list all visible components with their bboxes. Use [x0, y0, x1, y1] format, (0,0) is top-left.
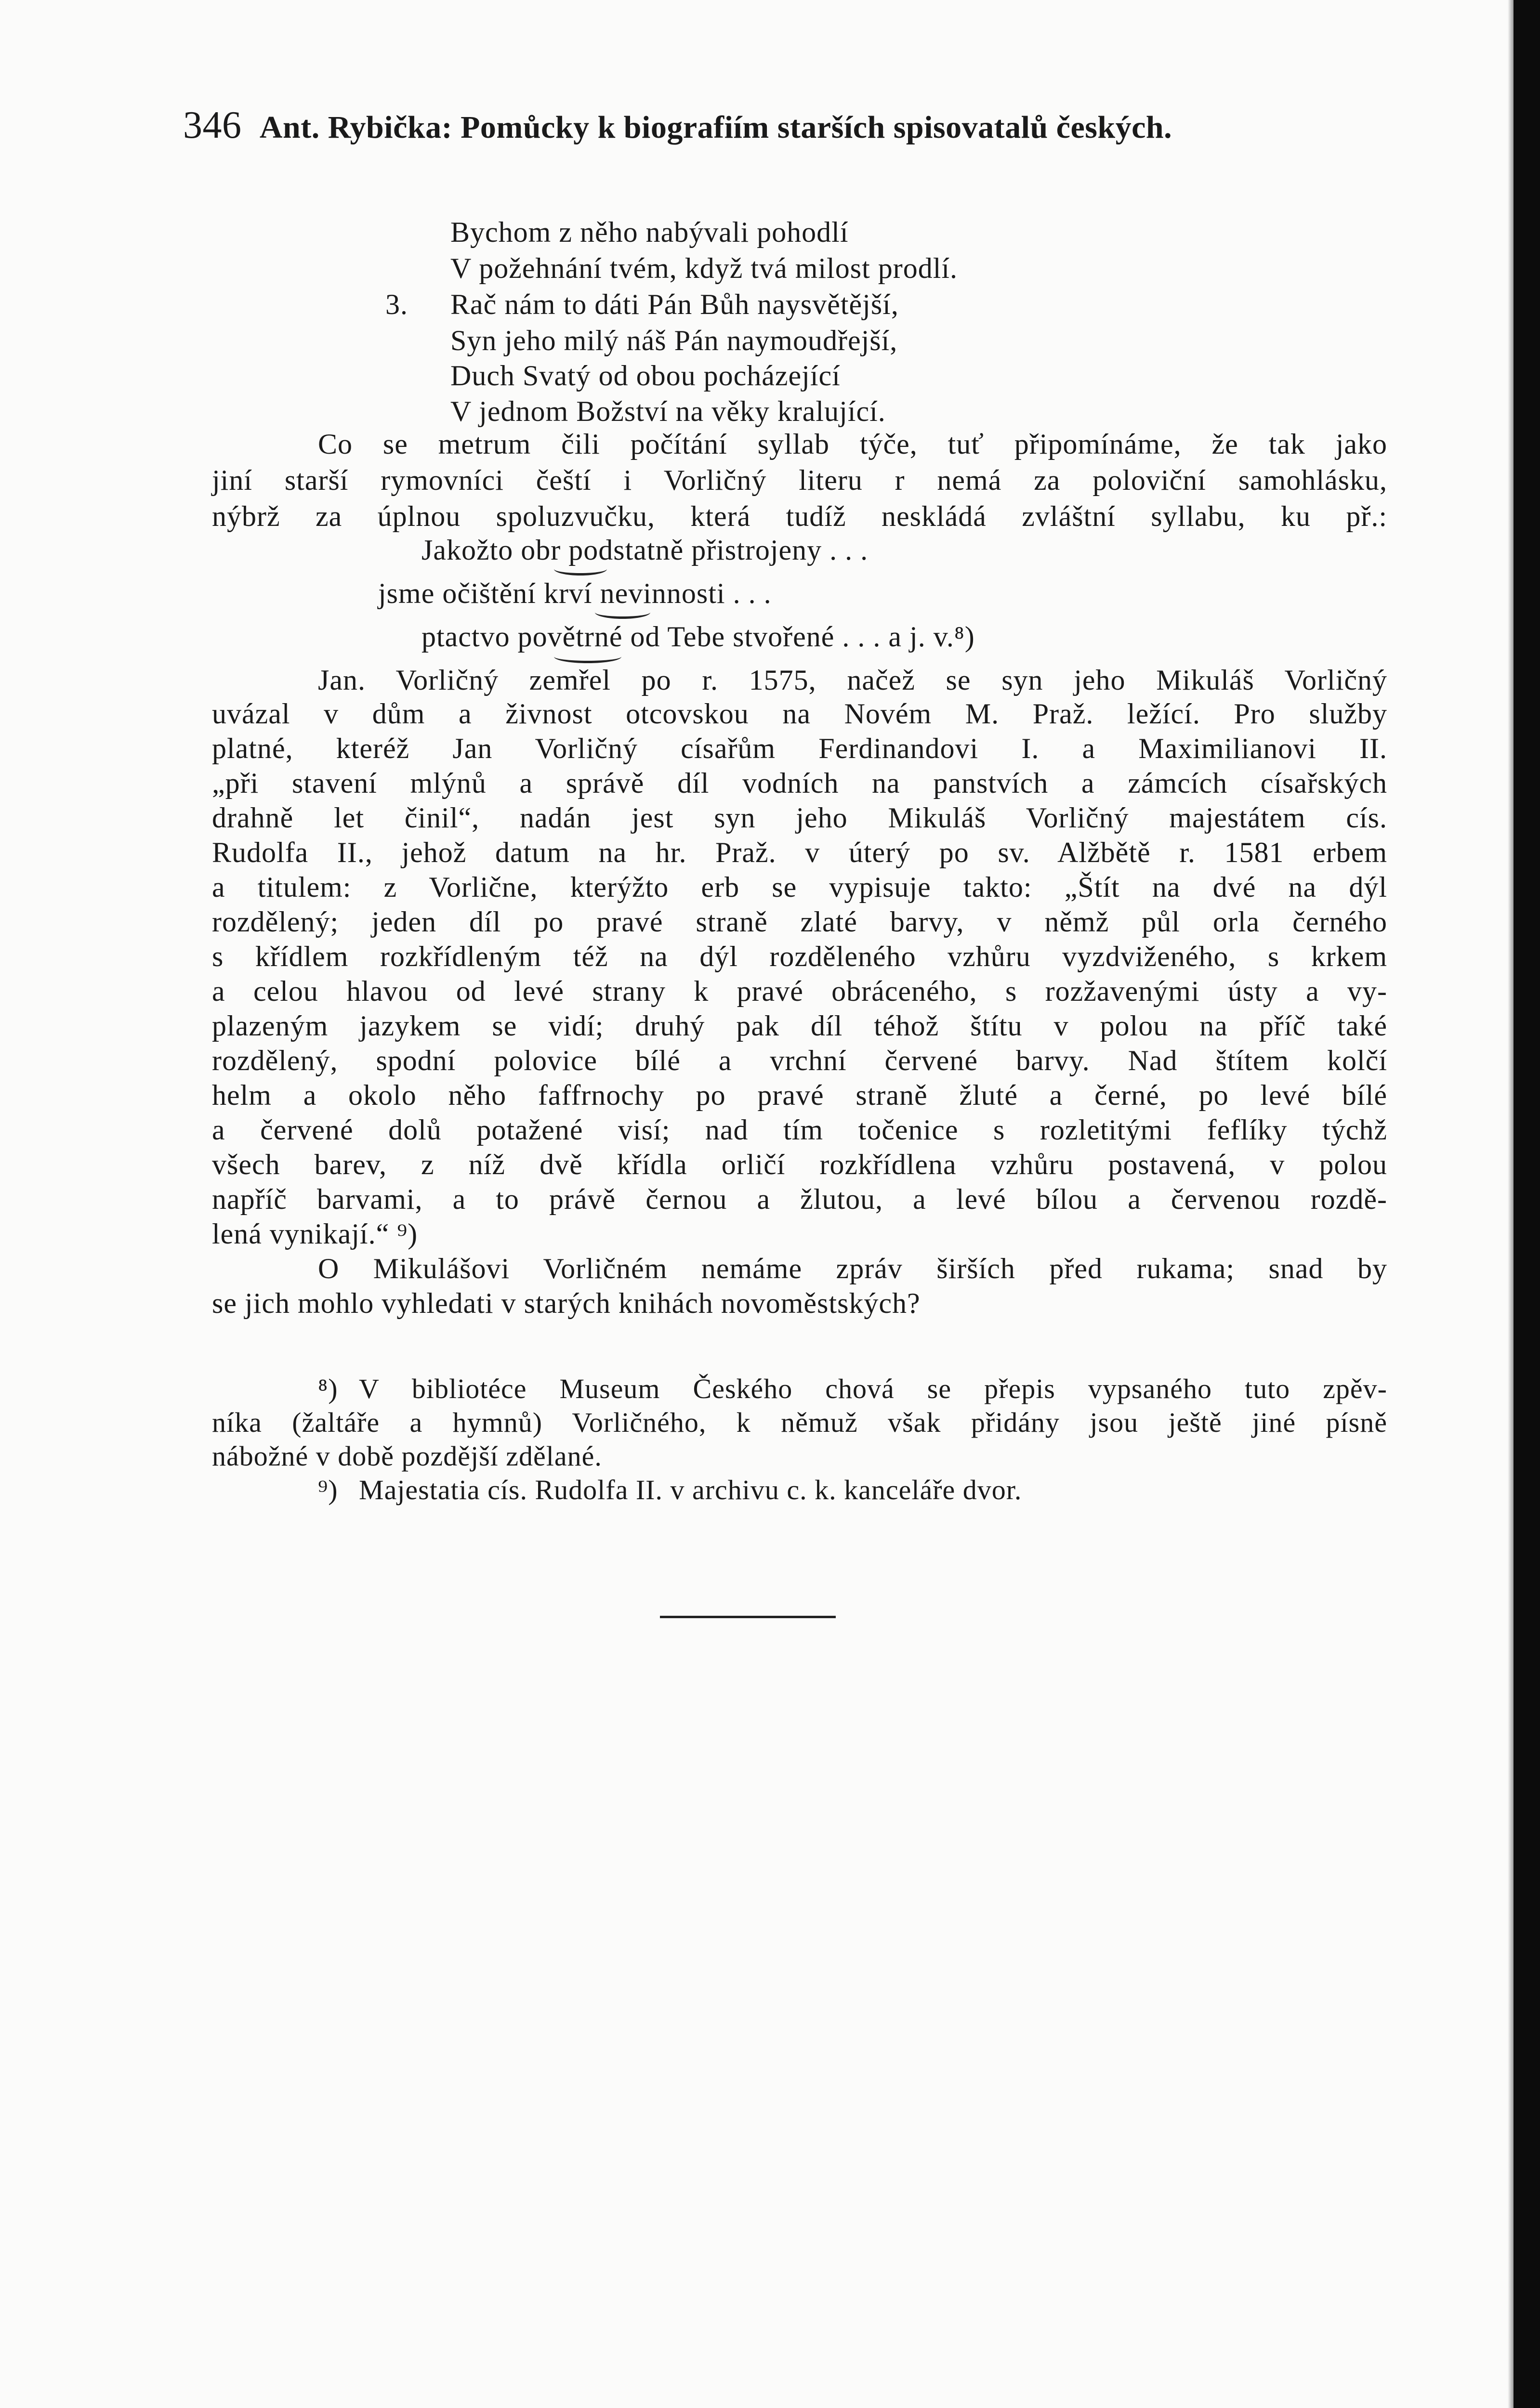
text-line: napříč barvami, a to právě černou a žlutou, a levé bílou a červenou rozdě-	[212, 1183, 1387, 1215]
text-line: Jan. Vorličný zemřel po r. 1575, načež se syn jeho Mikuláš Vorličný	[318, 664, 1387, 696]
text-line: O Mikulášovi Vorličném nemáme zpráv širších před rukama; snad by	[318, 1253, 1387, 1284]
text-line: lená vynikají.“ ⁹)	[212, 1218, 418, 1250]
verse-line: Duch Svatý od obou pocházející	[450, 360, 841, 392]
scan-border	[1514, 0, 1540, 2408]
verse-line: Rač nám to dáti Pán Bůh naysvětější,	[450, 288, 899, 320]
example-line: ptactvo povětrné od Tebe stvořené . . . a j. v.⁸)	[421, 621, 975, 653]
text-line: nýbrž za úplnou spoluzvučku, která tudíž neskládá zvláštní syllabu, ku př.:	[212, 500, 1387, 532]
page-number: 346	[183, 104, 242, 146]
verse-number: 3.	[385, 288, 408, 320]
verse-line: V jednom Božství na věky kralující.	[450, 395, 886, 427]
text-line: drahně let činil“, nadán jest syn jeho Mikuláš Vorličný majestátem cís.	[212, 802, 1387, 834]
text-line: s křídlem rozkřídleným též na dýl rozděleného vzhůru vyzdviženého, s krkem	[212, 941, 1387, 972]
footnote-line: Majestatia cís. Rudolfa II. v archivu c. k. kanceláře dvor.	[359, 1474, 1022, 1505]
text-line: platné, kteréž Jan Vorličný císařům Ferdinandovi I. a Maximilianovi II.	[212, 733, 1387, 764]
text-line: všech barev, z níž dvě křídla orličí rozkřídlena vzhůru postavená, v polou	[212, 1149, 1387, 1180]
verse-line: Syn jeho milý náš Pán naymoudřejší,	[450, 325, 898, 356]
text-line: a červené dolů potažené visí; nad tím točenice s rozletitými feflíky týchž	[212, 1114, 1387, 1146]
text-line: a titulem: z Vorlične, kterýžto erb se vypisuje takto: „Štít na dvé na dýl	[212, 871, 1387, 903]
footnote-mark: ⁸)	[318, 1373, 338, 1404]
running-title: Ant. Rybička: Pomůcky k biografiím starších spisovatalů českých.	[259, 110, 1172, 145]
scansion-mark	[554, 563, 607, 576]
text-line: „při stavení mlýnů a správě díl vodních na panstvích a zámcích císařských	[212, 767, 1387, 799]
text-line: rozdělený; jeden díl po pravé straně zlaté barvy, v němž půl orla černého	[212, 906, 1387, 938]
footnote-mark: ⁹)	[318, 1474, 338, 1505]
text-line: plazeným jazykem se vidí; druhý pak díl téhož štítu v polou na příč také	[212, 1010, 1387, 1042]
text-line: rozdělený, spodní polovice bílé a vrchní červené barvy. Nad štítem kolčí	[212, 1045, 1387, 1076]
text-line: uvázal v dům a živnost otcovskou na Novém M. Praž. ležící. Pro služby	[212, 698, 1387, 730]
running-header	[183, 104, 1445, 147]
verse-line: Bychom z něho nabývali pohodlí	[450, 216, 849, 248]
verse-line: V požehnání tvém, když tvá milost prodlí.	[450, 252, 958, 284]
footnote-line: nábožné v době pozdější zdělané.	[212, 1440, 602, 1472]
example-line: Jakožto obr podstatně přistrojeny . . .	[421, 534, 869, 566]
footnote-line: níka (žaltáře a hymnů) Vorličného, k němuž však přidány jsou ještě jiné písně	[212, 1407, 1387, 1438]
text-line: jiní starší rymovníci čeští i Vorličný literu r nemá za poloviční samohlásku,	[212, 464, 1387, 496]
text-line: se jich mohlo vyhledati v starých knihách novoměstských?	[212, 1287, 921, 1319]
footnote-line: V bibliotéce Museum Českého chová se přepis vypsaného tuto zpěv-	[359, 1373, 1387, 1404]
text-line: a celou hlavou od levé strany k pravé obráceného, s rozžavenými ústy a vy-	[212, 975, 1387, 1007]
section-divider	[660, 1616, 836, 1618]
scansion-mark	[595, 606, 650, 619]
text-line: Rudolfa II., jehož datum na hr. Praž. v úterý po sv. Alžbětě r. 1581 erbem	[212, 837, 1387, 868]
example-line: jsme očištění krví nevinnosti . . .	[378, 577, 772, 609]
text-line: Co se metrum čili počítání syllab týče, tuť připomínáme, že tak jako	[318, 428, 1387, 460]
text-line: helm a okolo něho faffrnochy po pravé straně žluté a černé, po levé bílé	[212, 1079, 1387, 1111]
page-shadow	[1508, 0, 1514, 2408]
